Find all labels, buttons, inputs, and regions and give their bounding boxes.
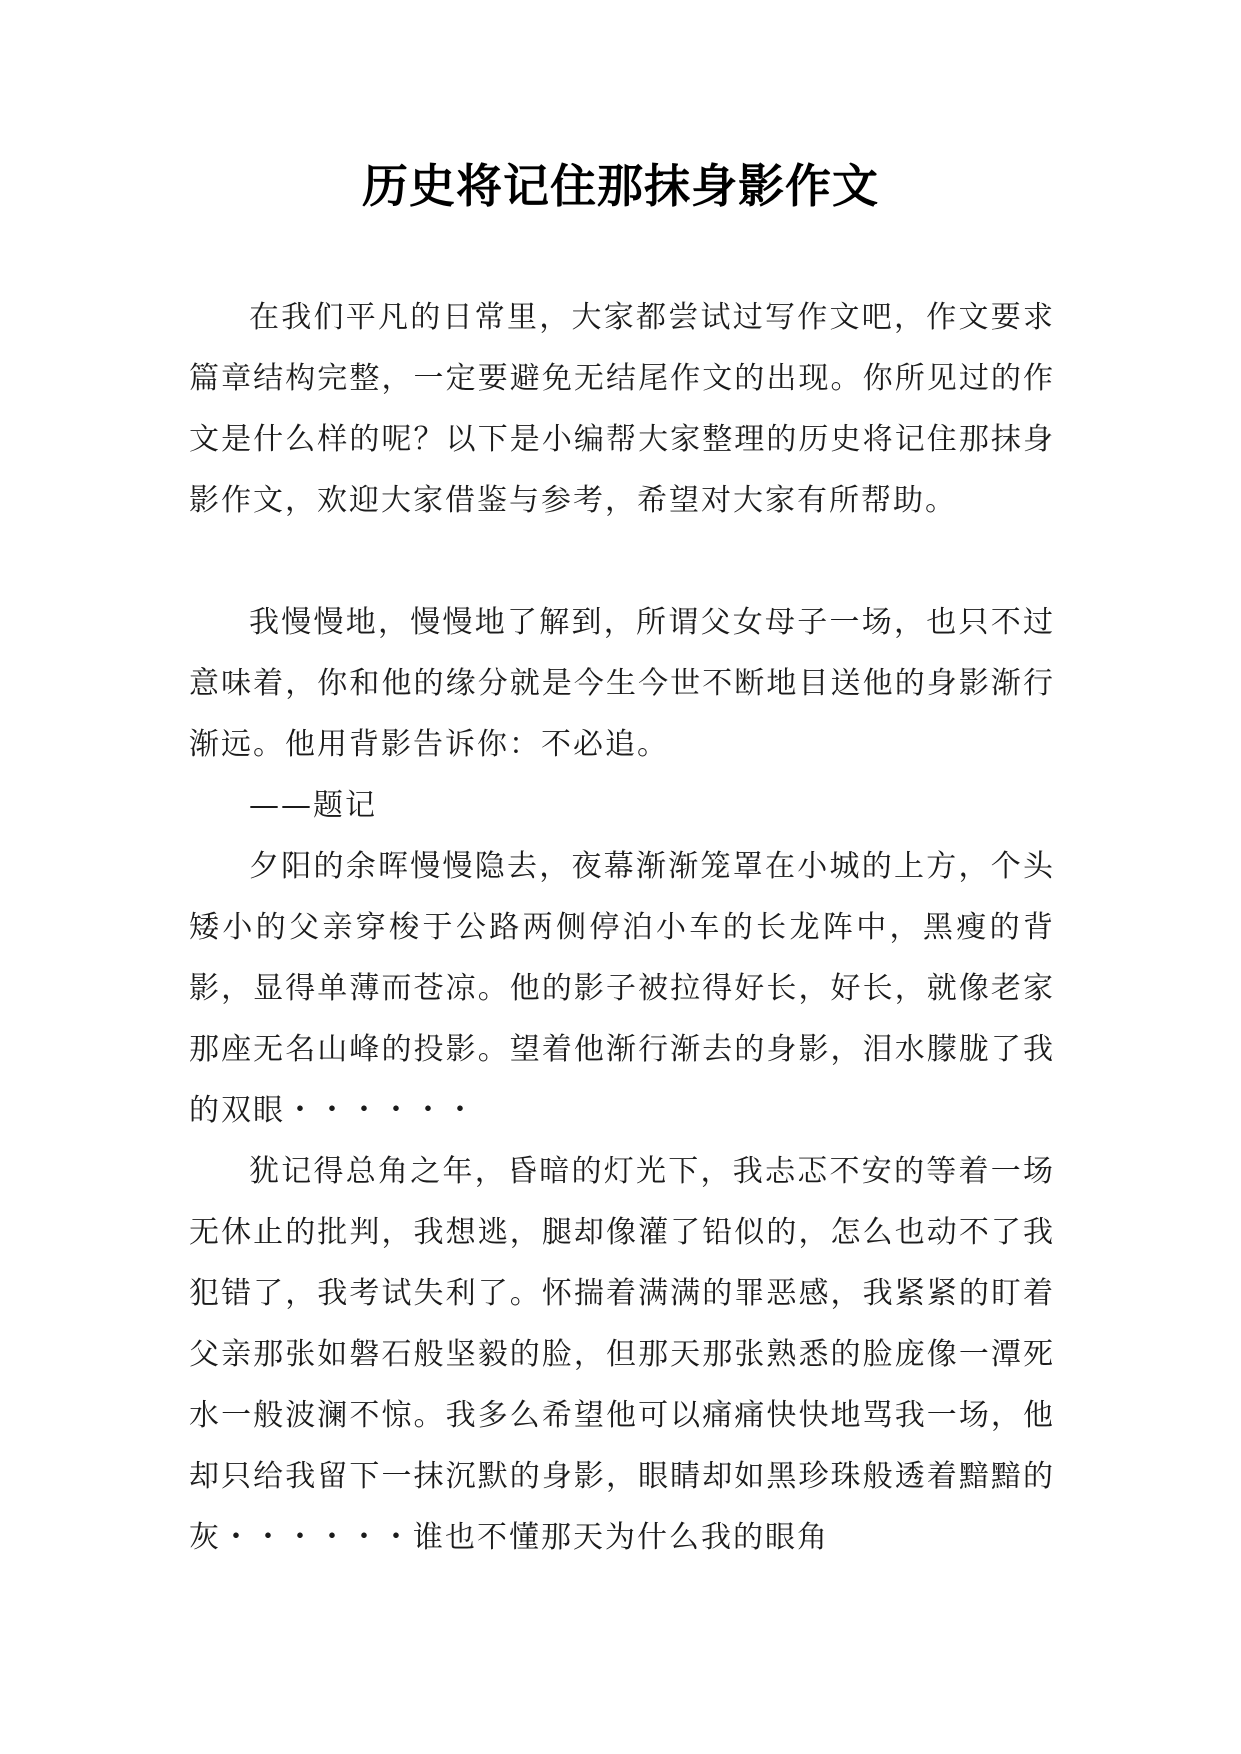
body-paragraph-1: 夕阳的余晖慢慢隐去，夜幕渐渐笼罩在小城的上方，个头矮小的父亲穿梭于公路两侧停泊小车的长龙阵中，黑瘦的背影，显得单薄而苍凉。他的影子被拉得好长，好长，就像老家那座无名山峰的投影。望着他渐行渐去的身影，泪水朦胧了我的双眼・・・・・・ xyxy=(189,849,1055,1128)
document-body xyxy=(189,287,1055,1568)
epigraph-signature: ——题记 xyxy=(249,788,377,823)
intro-paragraph: 在我们平凡的日常里，大家都尝试过写作文吧，作文要求篇章结构完整，一定要避免无结尾作文的出现。你所见过的作文是什么样的呢？以下是小编帮大家整理的历史将记住那抹身影作文，欢迎大家借鉴与参考，希望对大家有所帮助。 xyxy=(189,300,1055,518)
paragraph-spacer xyxy=(189,531,1055,592)
epigraph-paragraph: 我慢慢地，慢慢地了解到，所谓父女母子一场，也只不过意味着，你和他的缘分就是今生今世不断地目送他的身影渐行渐远。他用背影告诉你：不必追。 xyxy=(189,605,1055,762)
document-title: 历史将记住那抹身影作文 xyxy=(362,159,879,213)
body-paragraph-2: 犹记得总角之年，昏暗的灯光下，我忐忑不安的等着一场无休止的批判，我想逃，腿却像灌了铅似的，怎么也动不了我犯错了，我考试失利了。怀揣着满满的罪恶感，我紧紧的盯着父亲那张如磐石般坚毅的脸，但那天那张熟悉的脸庞像一潭死水一般波澜不惊。我多么希望他可以痛痛快快地骂我一场，他却只给我留下一抹沉默的身影，眼睛却如黑珍珠般透着黯黯的灰・・・・・・谁也不懂那天为什么我的眼角 xyxy=(189,1154,1055,1555)
